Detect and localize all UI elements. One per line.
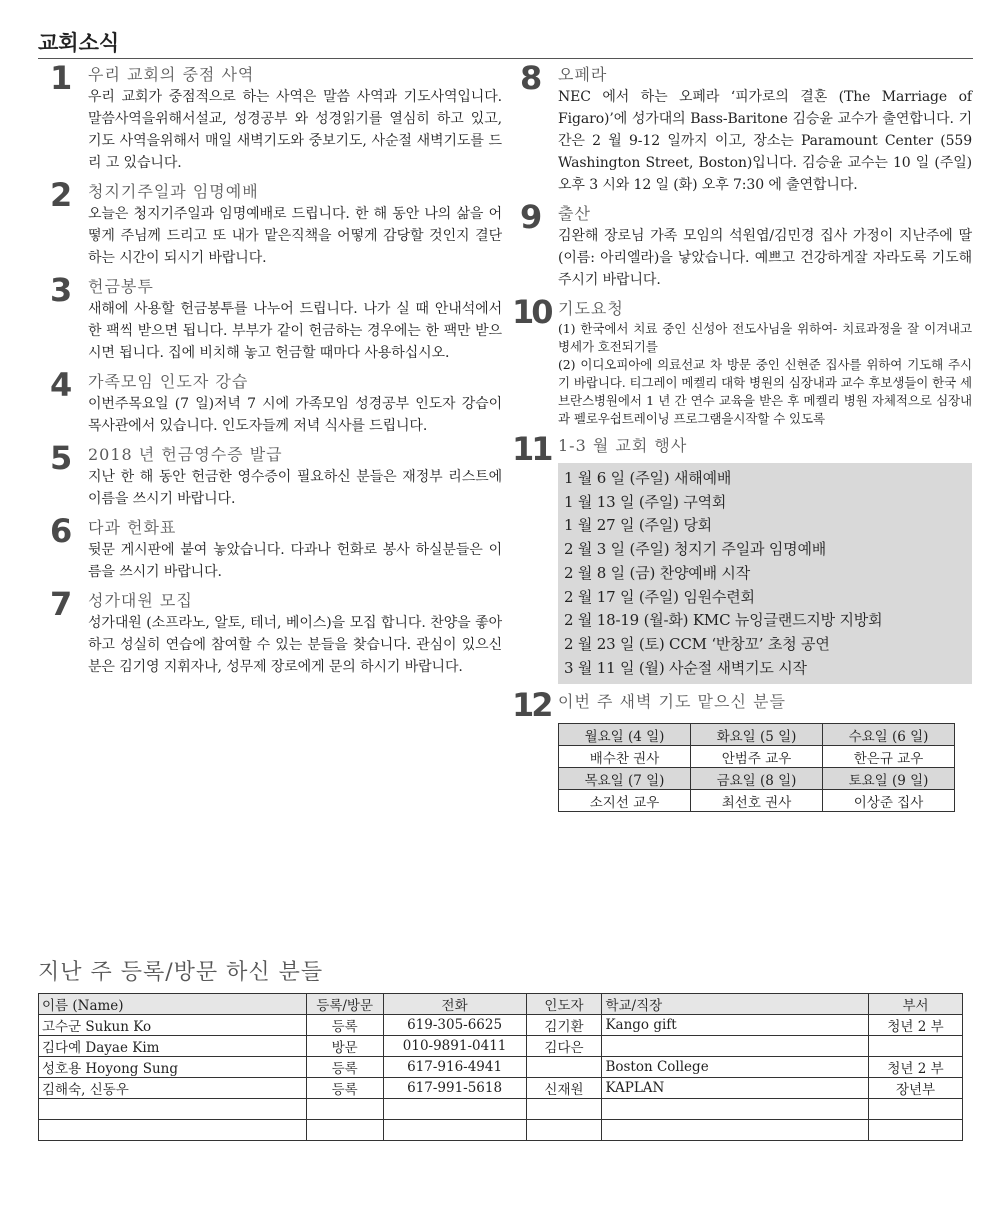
table-row <box>559 724 955 746</box>
item-body: 우리 교회가 중점적으로 하는 사역은 말씀 사역과 기도사역입니다. 말씀사역을위해서설교, 성경공부 와 성경읽기를 열심히 하고 있고, 기도 사역을위해서 매일 새벽기도와 중보기도, 사순절 새벽기도를 드리 고 있습니다. <box>88 89 502 171</box>
news-item-11-events <box>512 430 972 684</box>
table-cell: 청년 2 부 <box>869 1015 963 1036</box>
column-header: 학교/직장 <box>602 994 869 1015</box>
table-cell: 배수찬 권사 <box>559 746 691 768</box>
table-cell <box>39 1099 307 1120</box>
table-cell: 토요일 (9 일) <box>823 768 955 790</box>
item-number: 12 <box>512 686 551 725</box>
item-title: 헌금봉투 <box>88 277 154 296</box>
page-title: 교회소식 <box>38 31 120 55</box>
table-cell: 한은규 교우 <box>823 746 955 768</box>
table-row <box>559 746 955 768</box>
news-item-12-prayer <box>512 686 972 812</box>
table-cell: 이상준 집사 <box>823 790 955 812</box>
table-cell: 수요일 (6 일) <box>823 724 955 746</box>
table-cell: 소지선 교우 <box>559 790 691 812</box>
news-item-4 <box>50 366 502 437</box>
table-cell: 김해숙, 신동우 <box>39 1078 307 1099</box>
table-cell: 등록 <box>306 1057 383 1078</box>
events-list <box>558 463 972 684</box>
item-title: 1-3 월 교회 행사 <box>558 436 688 455</box>
table-cell: 최선호 권사 <box>691 790 823 812</box>
item-title: 오페라 <box>558 65 608 84</box>
table-cell: 화요일 (5 일) <box>691 724 823 746</box>
table-row <box>559 768 955 790</box>
item-body: 이번주목요일 (7 일)저녁 7 시에 가족모임 성경공부 인도자 강습이 목사관에서 있습니다. 인도자들께 저녁 식사를 드립니다. <box>88 396 502 434</box>
event-item: 3 월 11 일 (월) 사순절 새벽기도 시작 <box>564 658 807 677</box>
table-cell <box>526 1099 602 1120</box>
table-cell: 619-305-6625 <box>383 1015 526 1036</box>
item-body: NEC 에서 하는 오페라 ‘피가로의 결혼 (The Marriage of Figaro)’에 성가대의 Bass-Baritone 김승윤 교수가 출연합니다. 기간은 2 월 9-12 일까지 이고, 장소는 Paramount Center (559 Washington Street, Boston)입니다. 김승윤 교수는 10 일 (주일) 오후 3 시와 12 일 (화) 오후 7:30 에 출연합니다. <box>558 89 972 193</box>
event-item: 2 월 3 일 (주일) 청지기 주일과 임명예배 <box>564 540 827 559</box>
registration-table <box>38 993 963 1141</box>
item-number: 7 <box>50 585 70 623</box>
table-cell: 617-916-4941 <box>383 1057 526 1078</box>
item-title: 가족모임 인도자 강습 <box>88 372 249 391</box>
news-item-6 <box>50 512 502 583</box>
news-item-7 <box>50 585 502 678</box>
table-cell: 617-991-5618 <box>383 1078 526 1099</box>
table-cell <box>602 1036 869 1057</box>
table-cell: 장년부 <box>869 1078 963 1099</box>
item-title: 다과 헌화표 <box>88 518 177 537</box>
table-cell: 방문 <box>306 1036 383 1057</box>
table-cell <box>383 1120 526 1141</box>
table-row <box>39 1057 963 1078</box>
item-body: 오늘은 청지기주일과 임명예배로 드립니다. 한 해 동안 나의 삶을 어떻게 주님께 드리고 또 내가 맡은직책을 어떻게 감당할 것인지 결단하는 시간이 되시기 바랍니다. <box>88 206 502 266</box>
table-row <box>39 1036 963 1057</box>
item-title: 출산 <box>558 204 591 223</box>
table-cell <box>869 1036 963 1057</box>
table-cell: 고수군 Sukun Ko <box>39 1015 307 1036</box>
table-header-row <box>39 994 963 1015</box>
item-number: 8 <box>520 59 540 97</box>
table-row <box>39 1099 963 1120</box>
item-title: 2018 년 헌금영수증 발급 <box>88 445 283 464</box>
item-body-line: (1) 한국에서 치료 중인 신성아 전도사님을 위하여- 치료과정을 잘 이겨내고 병세가 호전되기를 <box>558 321 972 354</box>
prayer-schedule-table <box>558 723 955 812</box>
table-cell: 청년 2 부 <box>869 1057 963 1078</box>
table-cell: 성호용 Hoyong Sung <box>39 1057 307 1078</box>
news-item-10 <box>512 293 972 428</box>
item-body-line: (2) 이디오피아에 의료선교 차 방문 중인 신현준 집사를 위하여 기도해 주시기 바랍니다. 티그레이 메켈리 대학 병원의 심장내과 교수 후보생들이 한국 세브란스병원에서 1 년 간 연수 교육을 받은 후 메켈리 병원 자체적으로 심장내과 펠로우쉽트레이닝 프로그램을시작할 수 있도록 <box>558 357 972 426</box>
table-cell: Kango gift <box>602 1015 869 1036</box>
column-header: 이름 (Name) <box>39 994 307 1015</box>
item-title: 이번 주 새벽 기도 맡으신 분들 <box>558 692 786 712</box>
item-body: 뒷문 게시판에 붙여 놓았습니다. 다과나 헌화로 봉사 하실분들은 이름을 쓰시기 바랍니다. <box>88 542 502 580</box>
table-cell: 010-9891-0411 <box>383 1036 526 1057</box>
item-number: 5 <box>50 439 70 477</box>
left-column <box>50 59 502 685</box>
item-title: 우리 교회의 중점 사역 <box>88 65 255 84</box>
table-cell: 신재원 <box>526 1078 602 1099</box>
item-number: 6 <box>50 512 70 550</box>
column-header: 전화 <box>383 994 526 1015</box>
item-number: 11 <box>512 430 551 468</box>
item-number: 10 <box>512 293 551 331</box>
table-cell <box>526 1057 602 1078</box>
event-item: 1 월 13 일 (주일) 구역회 <box>564 492 727 511</box>
news-item-2 <box>50 176 502 269</box>
table-cell <box>306 1120 383 1141</box>
item-title: 기도요청 <box>558 299 624 318</box>
table-cell: 김기환 <box>526 1015 602 1036</box>
item-body: 성가대원 (소프라노, 알토, 테너, 베이스)을 모집 합니다. 찬양을 좋아하고 성실히 연습에 참여할 수 있는 분들을 찾습니다. 관심이 있으신 분은 김기영 지휘자나, 성무제 장로에게 문의 하시기 바랍니다. <box>88 615 502 675</box>
table-row <box>39 1120 963 1141</box>
table-row <box>39 1015 963 1036</box>
table-cell <box>306 1099 383 1120</box>
event-item: 1 월 27 일 (주일) 당회 <box>564 516 712 535</box>
item-number: 3 <box>50 271 70 309</box>
table-cell <box>39 1120 307 1141</box>
table-cell: 등록 <box>306 1015 383 1036</box>
table-cell <box>602 1120 869 1141</box>
event-item: 2 월 23 일 (토) CCM ‘반창꼬’ 초청 공연 <box>564 634 830 653</box>
item-number: 4 <box>50 366 70 404</box>
item-number: 2 <box>50 176 70 214</box>
table-cell: 김다은 <box>526 1036 602 1057</box>
registration-title: 지난 주 등록/방문 하신 분들 <box>38 960 324 985</box>
event-item: 2 월 8 일 (금) 찬양예배 시작 <box>564 563 751 582</box>
item-body: 새해에 사용할 헌금봉투를 나누어 드립니다. 나가 실 때 안내석에서 한 팩씩 받으면 됩니다. 부부가 같이 헌금하는 경우에는 한 팩만 받으시면 됩니다. 집에 비치해 놓고 헌금할 때마다 사용하십시오. <box>88 301 502 361</box>
right-column <box>512 59 972 819</box>
item-body: 김완해 장로님 가족 모임의 석원엽/김민경 집사 가정이 지난주에 딸(이름: 아리엘라)을 낳았습니다. 예쁘고 건강하게잘 자라도록 기도해 주시기 바랍니다. <box>558 228 972 288</box>
column-header: 등록/방문 <box>306 994 383 1015</box>
table-row <box>559 790 955 812</box>
column-header: 인도자 <box>526 994 602 1015</box>
table-cell: 안범주 교우 <box>691 746 823 768</box>
table-row <box>39 1078 963 1099</box>
item-title: 성가대원 모집 <box>88 591 193 610</box>
news-item-1 <box>50 59 502 174</box>
column-header: 부서 <box>869 994 963 1015</box>
table-cell <box>602 1099 869 1120</box>
table-cell: 월요일 (4 일) <box>559 724 691 746</box>
event-item: 2 월 17 일 (주일) 임원수련회 <box>564 587 755 606</box>
table-cell: 금요일 (8 일) <box>691 768 823 790</box>
table-cell: 등록 <box>306 1078 383 1099</box>
table-cell: 김다예 Dayae Kim <box>39 1036 307 1057</box>
item-title: 청지기주일과 임명예배 <box>88 182 259 201</box>
item-number: 9 <box>520 198 540 236</box>
bulletin-header <box>38 30 973 59</box>
table-cell: 목요일 (7 일) <box>559 768 691 790</box>
table-cell <box>526 1120 602 1141</box>
table-cell: Boston College <box>602 1057 869 1078</box>
table-cell <box>869 1120 963 1141</box>
event-item: 1 월 6 일 (주일) 새해예배 <box>564 469 732 487</box>
item-number: 1 <box>50 59 70 97</box>
news-item-5 <box>50 439 502 510</box>
event-item: 2 월 18-19 (월-화) KMC 뉴잉글랜드지방 지방회 <box>564 611 883 630</box>
table-cell <box>383 1099 526 1120</box>
news-item-3 <box>50 271 502 364</box>
news-item-9 <box>520 198 972 291</box>
news-item-8 <box>520 59 972 196</box>
item-body: 지난 한 해 동안 헌금한 영수증이 필요하신 분들은 재정부 리스트에 이름을 쓰시기 바랍니다. <box>88 469 502 507</box>
table-cell <box>869 1099 963 1120</box>
table-cell: KAPLAN <box>602 1078 869 1099</box>
